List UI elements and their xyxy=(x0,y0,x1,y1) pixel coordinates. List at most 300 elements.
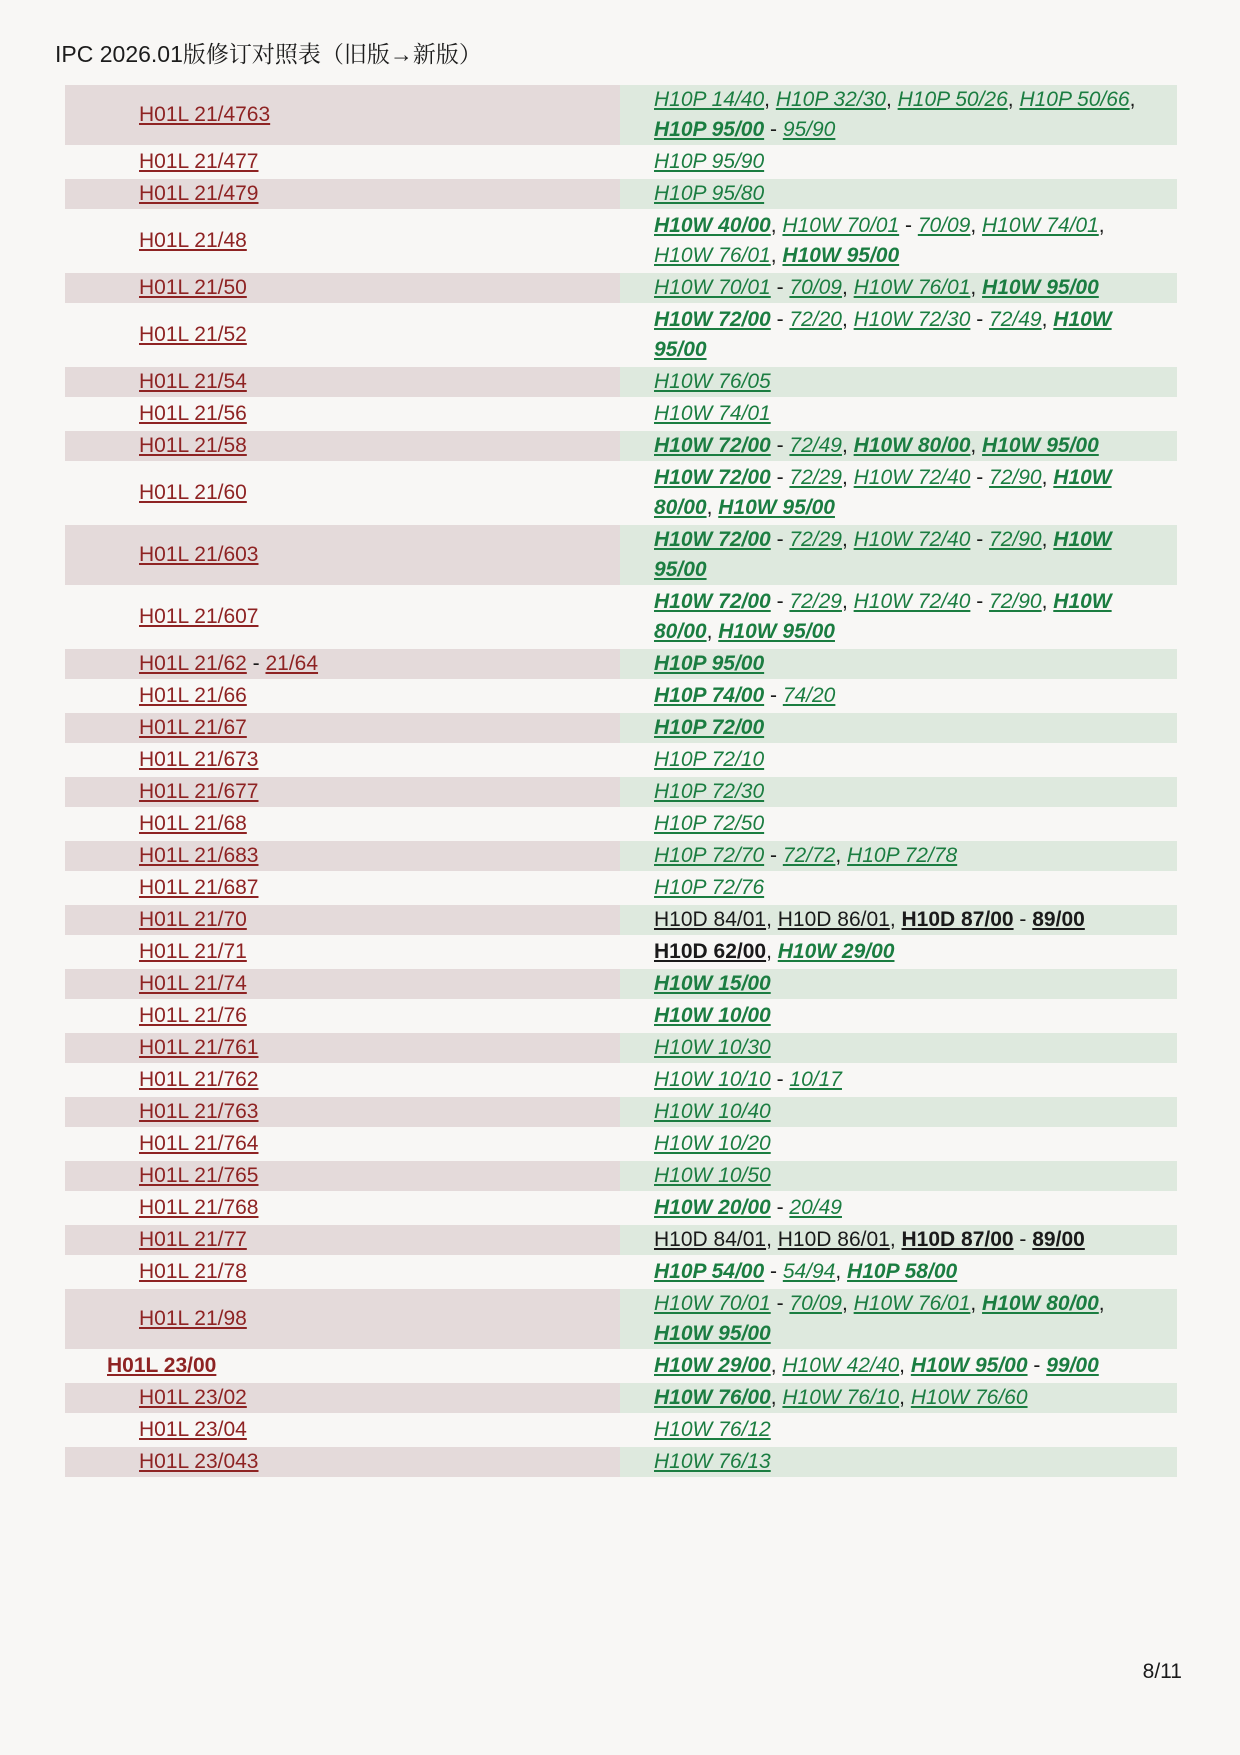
new-code-link[interactable]: 10/17 xyxy=(789,1068,842,1091)
new-code-link[interactable]: H10P 72/00 xyxy=(654,716,765,739)
old-code-link[interactable]: H01L 21/70 xyxy=(139,908,247,931)
new-code-link[interactable]: 20/49 xyxy=(789,1196,842,1219)
old-code-link[interactable]: H01L 21/764 xyxy=(139,1132,259,1155)
new-code-link[interactable]: H10D 87/00 xyxy=(901,1228,1014,1251)
old-code-text xyxy=(139,179,259,209)
old-code-link[interactable]: H01L 21/683 xyxy=(139,844,259,867)
separator-text: - xyxy=(764,1260,783,1283)
old-code-text xyxy=(139,1304,247,1334)
new-codes-text xyxy=(654,1289,1163,1349)
new-codes-cell xyxy=(620,681,1177,711)
table-row xyxy=(65,271,1177,303)
table-row xyxy=(65,807,1177,839)
separator-text: , xyxy=(841,308,854,331)
old-code-text xyxy=(139,1033,259,1063)
new-codes-cell xyxy=(620,431,1177,461)
old-code-cell xyxy=(65,1193,620,1223)
old-code-cell xyxy=(65,809,620,839)
new-codes-text xyxy=(654,1001,771,1031)
table-row xyxy=(65,1095,1177,1127)
new-code-link[interactable]: H10W 95/00 xyxy=(782,244,900,267)
new-code-link[interactable]: H10P 72/10 xyxy=(654,748,765,771)
new-code-link[interactable]: H10D 86/01 xyxy=(777,908,890,931)
separator-text: , xyxy=(889,908,902,931)
new-code-link[interactable]: H10W 80/00 xyxy=(654,466,1112,519)
new-codes-cell xyxy=(620,525,1177,585)
separator-text: , xyxy=(970,434,983,457)
new-code-link[interactable]: H10W 76/01 xyxy=(654,244,771,267)
old-code-link[interactable]: H01L 23/00 xyxy=(107,1354,217,1377)
table-row xyxy=(65,85,1177,145)
table-row xyxy=(65,1031,1177,1063)
new-code-link[interactable]: H10P 95/00 xyxy=(654,652,765,675)
new-code-link[interactable]: H10P 72/70 xyxy=(654,844,765,867)
separator-text: , xyxy=(1007,88,1020,111)
new-codes-text xyxy=(654,587,1163,647)
old-code-text xyxy=(139,226,247,256)
new-code-link[interactable]: 54/94 xyxy=(782,1260,836,1283)
table-row xyxy=(65,903,1177,935)
new-code-link[interactable]: H10W 76/10 xyxy=(782,1386,900,1409)
new-code-link[interactable]: H10W 95/00 xyxy=(982,276,1099,299)
new-code-link[interactable]: 89/00 xyxy=(1032,908,1085,931)
separator-text: , xyxy=(970,214,983,237)
table-row xyxy=(65,1381,1177,1413)
new-code-link[interactable]: H10W 72/00 xyxy=(654,466,771,489)
new-codes-text xyxy=(654,463,1163,523)
new-code-link[interactable]: H10P 50/26 xyxy=(897,88,1008,111)
old-code-cell xyxy=(65,681,620,711)
new-code-link[interactable]: H10P 95/90 xyxy=(654,150,765,173)
new-codes-cell xyxy=(620,1225,1177,1255)
new-codes-cell xyxy=(620,1193,1177,1223)
old-code-text xyxy=(139,1065,259,1095)
new-codes-cell xyxy=(620,649,1177,679)
new-code-link[interactable]: H10W 95/00 xyxy=(654,308,1112,361)
old-code-link[interactable]: H01L 21/62 xyxy=(139,652,247,675)
old-code-text xyxy=(139,1383,247,1413)
new-code-link[interactable]: H10W 10/30 xyxy=(654,1036,771,1059)
new-code-link[interactable]: H10W 76/13 xyxy=(654,1450,771,1473)
new-code-link[interactable]: H10W 72/40 xyxy=(853,466,971,489)
table-row xyxy=(65,775,1177,807)
new-codes-cell xyxy=(620,1351,1177,1381)
old-code-cell xyxy=(65,1097,620,1127)
revision-table xyxy=(65,85,1177,1477)
new-code-link[interactable]: 72/29 xyxy=(789,466,842,489)
new-codes-cell xyxy=(620,179,1177,209)
old-code-link[interactable]: H01L 21/76 xyxy=(139,1004,247,1027)
new-code-link[interactable]: H10P 54/00 xyxy=(654,1260,765,1283)
new-code-link[interactable]: H10W 80/00 xyxy=(853,434,971,457)
new-codes-cell xyxy=(620,305,1177,365)
new-codes-text xyxy=(654,937,894,967)
separator-text: - xyxy=(764,684,783,707)
old-code-cell xyxy=(65,1257,620,1287)
old-code-text xyxy=(139,1225,247,1255)
new-code-link[interactable]: H10W 10/00 xyxy=(654,1004,771,1027)
separator-text: - xyxy=(246,652,266,675)
new-code-link[interactable]: H10W 76/05 xyxy=(654,370,771,393)
table-row xyxy=(65,711,1177,743)
old-code-link[interactable]: H01L 21/50 xyxy=(139,276,247,299)
new-codes-text xyxy=(654,1129,771,1159)
old-code-link[interactable]: H01L 21/4763 xyxy=(139,103,271,126)
old-code-cell xyxy=(65,211,620,271)
separator-text: - xyxy=(764,844,783,867)
new-code-link[interactable]: H10P 72/78 xyxy=(847,844,958,867)
old-code-link[interactable]: H01L 21/68 xyxy=(139,812,247,835)
separator-text: , xyxy=(706,496,719,519)
old-code-link[interactable]: H01L 21/768 xyxy=(139,1196,259,1219)
separator-text: - xyxy=(764,118,783,141)
separator-text: - xyxy=(970,308,990,331)
new-codes-text xyxy=(654,1161,771,1191)
new-codes-text xyxy=(654,969,771,999)
new-code-link[interactable]: 95/90 xyxy=(782,118,836,141)
new-code-link[interactable]: H10W 29/00 xyxy=(654,1354,771,1377)
new-code-link[interactable]: H10W 42/40 xyxy=(782,1354,900,1377)
new-codes-cell xyxy=(620,1289,1177,1349)
old-code-text xyxy=(139,431,247,461)
old-code-cell xyxy=(65,431,620,461)
separator-text: , xyxy=(1041,308,1054,331)
new-code-link[interactable]: H10W 95/00 xyxy=(718,620,835,643)
new-code-link[interactable]: 70/09 xyxy=(789,1292,842,1315)
separator-text: , xyxy=(970,276,983,299)
new-codes-text xyxy=(654,681,835,711)
separator-text: , xyxy=(766,908,778,931)
separator-text: - xyxy=(770,590,790,613)
new-code-link[interactable]: H10W 10/40 xyxy=(654,1100,771,1123)
old-code-text xyxy=(139,873,259,903)
separator-text: , xyxy=(841,276,854,299)
new-code-link[interactable]: H10W 72/40 xyxy=(853,590,971,613)
old-code-link[interactable]: H01L 21/687 xyxy=(139,876,259,899)
separator-text: - xyxy=(770,1068,790,1091)
new-code-link[interactable]: H10P 58/00 xyxy=(847,1260,958,1283)
new-codes-text xyxy=(654,873,764,903)
new-code-link[interactable]: H10W 72/30 xyxy=(853,308,971,331)
old-code-cell xyxy=(65,367,620,397)
new-code-link[interactable]: H10W 10/20 xyxy=(654,1132,771,1155)
new-code-link[interactable]: H10W 95/00 xyxy=(982,434,1099,457)
old-code-link[interactable]: H01L 21/71 xyxy=(139,940,247,963)
new-codes-text xyxy=(654,367,771,397)
old-code-text xyxy=(139,1097,259,1127)
old-code-link[interactable]: H01L 21/74 xyxy=(139,972,247,995)
old-code-text xyxy=(139,905,247,935)
old-code-link[interactable]: 21/64 xyxy=(265,652,319,675)
new-code-link[interactable]: H10W 76/12 xyxy=(654,1418,771,1441)
new-codes-cell xyxy=(620,969,1177,999)
new-code-link[interactable]: H10D 87/00 xyxy=(901,908,1014,931)
separator-text: , xyxy=(835,844,848,867)
new-codes-cell xyxy=(620,873,1177,903)
old-code-link[interactable]: H01L 21/677 xyxy=(139,780,259,803)
new-codes-cell xyxy=(620,85,1177,145)
new-codes-text xyxy=(654,305,1163,365)
new-codes-text xyxy=(654,713,764,743)
old-code-link[interactable]: H01L 21/77 xyxy=(139,1228,247,1251)
new-code-link[interactable]: H10W 95/00 xyxy=(718,496,835,519)
new-code-link[interactable]: H10P 72/30 xyxy=(654,780,765,803)
new-codes-cell xyxy=(620,937,1177,967)
new-code-link[interactable]: H10W 10/10 xyxy=(654,1068,771,1091)
new-code-link[interactable]: H10P 50/66 xyxy=(1019,88,1130,111)
new-code-link[interactable]: 72/29 xyxy=(789,590,842,613)
old-code-link[interactable]: H01L 21/66 xyxy=(139,684,247,707)
old-code-link[interactable]: H01L 21/56 xyxy=(139,402,247,425)
table-row xyxy=(65,1255,1177,1287)
new-code-link[interactable]: H10W 74/01 xyxy=(982,214,1099,237)
old-code-link[interactable]: H01L 21/54 xyxy=(139,370,247,393)
new-code-link[interactable]: H10P 95/00 xyxy=(654,118,765,141)
separator-text: , xyxy=(770,1354,783,1377)
table-row xyxy=(65,1223,1177,1255)
table-row xyxy=(65,1191,1177,1223)
table-row xyxy=(65,1287,1177,1349)
table-row xyxy=(65,177,1177,209)
new-code-link[interactable]: H10W 72/00 xyxy=(654,434,771,457)
new-codes-text xyxy=(654,1065,842,1095)
new-code-link[interactable]: H10W 72/00 xyxy=(654,528,771,551)
table-row xyxy=(65,1159,1177,1191)
old-code-cell xyxy=(65,1415,620,1445)
new-code-link[interactable]: H10D 62/00 xyxy=(654,940,767,963)
new-code-link[interactable]: H10D 86/01 xyxy=(777,1228,890,1251)
new-codes-text xyxy=(654,1193,842,1223)
new-codes-text xyxy=(654,1225,1085,1255)
separator-text: - xyxy=(770,434,790,457)
old-code-text xyxy=(139,273,247,303)
separator-text: , xyxy=(1041,528,1054,551)
separator-text: - xyxy=(770,308,790,331)
new-code-link[interactable]: H10W 70/01 xyxy=(782,214,900,237)
separator-text: - xyxy=(770,466,790,489)
new-code-link[interactable]: 70/09 xyxy=(789,276,842,299)
new-codes-text xyxy=(654,905,1085,935)
table-row xyxy=(65,461,1177,523)
old-code-text xyxy=(139,1161,259,1191)
new-code-link[interactable]: H10W 76/01 xyxy=(853,1292,971,1315)
table-row xyxy=(65,209,1177,271)
new-code-link[interactable]: 99/00 xyxy=(1046,1354,1099,1377)
old-code-text xyxy=(139,745,259,775)
old-code-text xyxy=(139,1001,247,1031)
old-code-link[interactable]: H01L 21/52 xyxy=(139,323,247,346)
old-code-text xyxy=(139,540,259,570)
new-code-link[interactable]: H10W 80/00 xyxy=(982,1292,1099,1315)
table-row xyxy=(65,585,1177,647)
old-code-text xyxy=(139,320,247,350)
old-code-link[interactable]: H01L 21/98 xyxy=(139,1307,247,1330)
new-code-link[interactable]: H10W 95/00 xyxy=(910,1354,1028,1377)
new-codes-text xyxy=(654,809,764,839)
table-row xyxy=(65,1445,1177,1477)
separator-text: , xyxy=(770,214,783,237)
old-code-link[interactable]: H01L 23/043 xyxy=(139,1450,259,1473)
old-code-link[interactable]: H01L 21/607 xyxy=(139,605,259,628)
table-row xyxy=(65,743,1177,775)
new-codes-text xyxy=(654,841,957,871)
new-codes-cell xyxy=(620,1415,1177,1445)
separator-text: - xyxy=(770,528,790,551)
old-code-link[interactable]: H01L 21/761 xyxy=(139,1036,259,1059)
new-code-link[interactable]: 72/49 xyxy=(989,308,1042,331)
new-code-link[interactable]: H10W 20/00 xyxy=(654,1196,771,1219)
new-code-link[interactable]: H10W 15/00 xyxy=(654,972,771,995)
new-code-link[interactable]: H10P 72/76 xyxy=(654,876,765,899)
old-code-cell xyxy=(65,649,620,679)
old-code-link[interactable]: H01L 21/477 xyxy=(139,150,259,173)
new-code-link[interactable]: H10W 72/00 xyxy=(654,308,771,331)
new-codes-cell xyxy=(620,273,1177,303)
new-codes-cell xyxy=(620,745,1177,775)
separator-text: , xyxy=(899,1354,911,1377)
new-code-link[interactable]: H10W 70/01 xyxy=(654,276,771,299)
separator-text: , xyxy=(1098,1292,1105,1315)
new-code-link[interactable]: H10W 10/50 xyxy=(654,1164,771,1187)
old-code-text xyxy=(139,478,247,508)
new-codes-cell xyxy=(620,777,1177,807)
old-code-text xyxy=(139,399,247,429)
old-code-text xyxy=(139,1447,259,1477)
separator-text: , xyxy=(764,88,776,111)
separator-text: , xyxy=(766,940,778,963)
old-code-link[interactable]: H01L 21/762 xyxy=(139,1068,259,1091)
new-codes-text xyxy=(654,431,1099,461)
new-code-link[interactable]: 72/72 xyxy=(782,844,836,867)
new-codes-cell xyxy=(620,905,1177,935)
new-code-link[interactable]: H10P 14/40 xyxy=(654,88,765,111)
old-code-cell xyxy=(65,463,620,523)
new-code-link[interactable]: 74/20 xyxy=(782,684,836,707)
old-code-link[interactable]: H01L 21/479 xyxy=(139,182,259,205)
table-row xyxy=(65,935,1177,967)
table-row xyxy=(65,145,1177,177)
new-code-link[interactable]: 72/20 xyxy=(789,308,842,331)
old-code-link[interactable]: H01L 21/603 xyxy=(139,543,259,566)
separator-text: , xyxy=(770,1386,783,1409)
new-code-link[interactable]: H10W 76/01 xyxy=(853,276,971,299)
new-code-link[interactable]: H10W 29/00 xyxy=(777,940,895,963)
separator-text: - xyxy=(970,528,990,551)
old-code-link[interactable]: H01L 21/58 xyxy=(139,434,247,457)
old-code-link[interactable]: H01L 23/04 xyxy=(139,1418,247,1441)
new-code-link[interactable]: H10W 72/00 xyxy=(654,590,771,613)
separator-text: , xyxy=(841,1292,854,1315)
new-code-link[interactable]: H10P 32/30 xyxy=(775,88,886,111)
old-code-text xyxy=(139,969,247,999)
old-code-cell xyxy=(65,969,620,999)
table-row xyxy=(65,999,1177,1031)
old-code-link[interactable]: H01L 21/60 xyxy=(139,481,247,504)
new-code-link[interactable]: 72/90 xyxy=(989,466,1042,489)
new-code-link[interactable]: 89/00 xyxy=(1032,1228,1085,1251)
new-codes-text xyxy=(654,1257,957,1287)
new-code-link[interactable]: H10W 80/00 xyxy=(654,590,1112,643)
new-code-link[interactable]: 72/49 xyxy=(789,434,842,457)
new-code-link[interactable]: 72/90 xyxy=(989,528,1042,551)
new-code-link[interactable]: H10W 40/00 xyxy=(654,214,771,237)
new-codes-cell xyxy=(620,147,1177,177)
old-code-link[interactable]: H01L 21/673 xyxy=(139,748,259,771)
new-codes-text xyxy=(654,1351,1099,1381)
new-codes-cell xyxy=(620,1065,1177,1095)
old-code-link[interactable]: H01L 21/67 xyxy=(139,716,247,739)
new-codes-text xyxy=(654,399,771,429)
page-number: 8/11 xyxy=(1142,1660,1182,1683)
new-code-link[interactable]: H10W 76/60 xyxy=(910,1386,1028,1409)
new-codes-text xyxy=(654,1383,1028,1413)
page-title: IPC 2026.01版修订对照表（旧版→新版） xyxy=(55,41,482,67)
new-code-link[interactable]: 72/29 xyxy=(789,528,842,551)
new-codes-text xyxy=(654,745,764,775)
old-code-text xyxy=(139,777,259,807)
old-code-cell xyxy=(65,1065,620,1095)
old-code-text xyxy=(139,367,247,397)
old-code-link[interactable]: H01L 21/765 xyxy=(139,1164,259,1187)
old-code-text xyxy=(139,1257,247,1287)
old-code-link[interactable]: H01L 21/763 xyxy=(139,1100,259,1123)
old-code-text xyxy=(139,147,259,177)
old-code-link[interactable]: H01L 21/78 xyxy=(139,1260,247,1283)
new-code-link[interactable]: H10W 70/01 xyxy=(654,1292,771,1315)
new-codes-cell xyxy=(620,399,1177,429)
new-code-link[interactable]: 70/09 xyxy=(917,214,971,237)
new-codes-text xyxy=(654,211,1163,271)
old-code-link[interactable]: H01L 23/02 xyxy=(139,1386,247,1409)
new-code-link[interactable]: H10P 74/00 xyxy=(654,684,765,707)
new-code-link[interactable]: H10P 95/80 xyxy=(654,182,765,205)
new-code-link[interactable]: H10D 84/01 xyxy=(654,1228,767,1251)
new-codes-text xyxy=(654,273,1099,303)
new-code-link[interactable]: H10P 72/50 xyxy=(654,812,765,835)
new-code-link[interactable]: H10W 95/00 xyxy=(654,528,1112,581)
new-codes-cell xyxy=(620,1161,1177,1191)
table-row xyxy=(65,871,1177,903)
old-code-link[interactable]: H01L 21/48 xyxy=(139,229,247,252)
table-row xyxy=(65,839,1177,871)
separator-text: , xyxy=(1129,88,1136,111)
new-code-link[interactable]: H10D 84/01 xyxy=(654,908,767,931)
new-codes-cell xyxy=(620,1001,1177,1031)
old-code-cell xyxy=(65,1447,620,1477)
separator-text: - xyxy=(770,276,790,299)
old-code-cell xyxy=(65,777,620,807)
new-code-link[interactable]: 72/90 xyxy=(989,590,1042,613)
table-row xyxy=(65,365,1177,397)
table-row xyxy=(65,429,1177,461)
new-codes-text xyxy=(654,649,764,679)
separator-text: , xyxy=(841,466,854,489)
separator-text: , xyxy=(835,1260,848,1283)
old-code-cell xyxy=(65,305,620,365)
old-code-text xyxy=(139,602,259,632)
separator-text: , xyxy=(766,1228,778,1251)
new-code-link[interactable]: H10W 74/01 xyxy=(654,402,771,425)
table-row xyxy=(65,397,1177,429)
separator-text: , xyxy=(1098,214,1105,237)
new-code-link[interactable]: H10W 72/40 xyxy=(853,528,971,551)
new-code-link[interactable]: H10W 76/00 xyxy=(654,1386,771,1409)
new-code-link[interactable]: H10W 95/00 xyxy=(654,1322,771,1345)
old-code-cell xyxy=(65,841,620,871)
new-codes-text xyxy=(654,1097,771,1127)
old-code-text xyxy=(139,809,247,839)
old-code-text xyxy=(139,100,270,130)
